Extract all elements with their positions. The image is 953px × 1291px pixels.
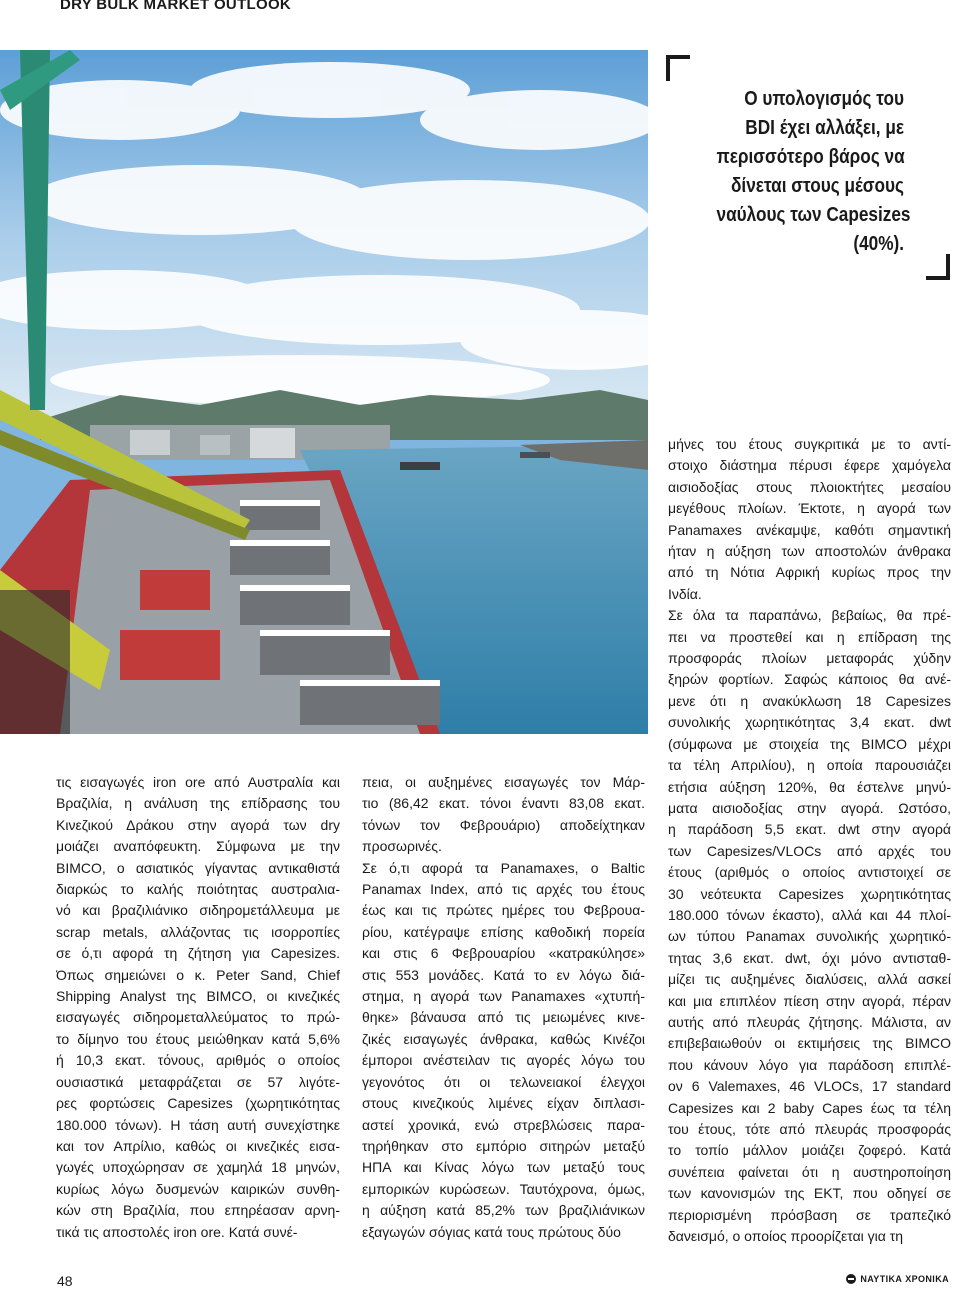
text-line: ξηρών φορτίων. Σαφώς κάποιος θα ανέ-	[668, 671, 951, 688]
text-line: τιο (86,42 εκατ. τόνοι έναντι 83,08 εκατ.	[362, 795, 645, 812]
text-line: ουσιαστικά μεταφράζεται σε 57 λιγότε-	[56, 1073, 340, 1090]
text-line: αισιοδοξίας στους πλοιοκτήτες μεσαίου	[668, 478, 951, 495]
text-line: τηρήθηκαν στο εμπόριο σιτηρών μεταξύ	[362, 1137, 645, 1154]
text-line: περιορισμένη πρόσβαση σε τραπεζικό	[668, 1206, 951, 1223]
text-line: εμπορικών κυρώσεων. Ταυτόχρονα, όμως,	[362, 1180, 645, 1197]
text-line: τητας 3,6 εκατ. dwt, όχι μόνο αντισταθ-	[668, 949, 951, 966]
text-line: Shipping Analyst της BIMCO, οι κινεζικές	[56, 988, 340, 1005]
text-line: έμποροι ανέστειλαν τις αγορές λόγω του	[362, 1052, 645, 1069]
text-line: σε ό,τι αφορά τη ζήτηση για Capesizes.	[56, 945, 340, 962]
text-line: το δίμηνο του έτους μειώθηκαν κατά 5,6%	[56, 1030, 340, 1047]
text-line: και τον Απρίλιο, καθώς οι κινεζικές εισα-	[56, 1137, 340, 1154]
text-line: εξαγωγών σόγιας κατά τους πρώτους δύο	[362, 1223, 621, 1240]
text-line: Ινδία.	[668, 585, 702, 602]
article-column-right	[668, 434, 951, 1247]
text-line: Panamax Index, από τις αρχές του έτους	[362, 881, 645, 898]
text-line: μήνες του έτους συγκριτικά με το αντί-	[668, 436, 951, 452]
text-line: προσωρινές.	[362, 838, 442, 855]
text-line: (σύμφωνα με στοιχεία της BIMCO μέχρι	[668, 735, 951, 752]
text-line: δανεισμό, ο οποίος προορίζεται για τη	[668, 1228, 904, 1245]
text-line: μοιάζει αναπόφευκτη. Σύμφωνα με την	[56, 838, 340, 855]
publication-name: ΝΑΥΤΙΚΑ ΧΡΟΝΙΚΑ	[860, 1274, 949, 1284]
ship-port-photo	[0, 50, 648, 734]
text-line: Σε ό,τι αφορά τα Panamaxes, ο Baltic	[362, 859, 645, 876]
pullquote-corner-top-left	[666, 55, 690, 81]
text-line: επιβεβαιωθούν οι εκτιμήσεις της BIMCO	[668, 1035, 951, 1052]
text-line: 180.000 τόνων). Η τάση αυτή συνεχίστηκε	[56, 1116, 340, 1133]
pullquote	[666, 55, 953, 280]
section-header: DRY BULK MARKET OUTLOOK	[60, 0, 292, 13]
text-line: η αύξηση κατά 85,2% των βραζιλιάνικων	[362, 1202, 645, 1219]
text-line: Panamaxes ανέκαμψε, καθότι σημαντική	[668, 521, 951, 538]
text-line: ετήσια αύξηση 120%, θα έστελνε μηνύ-	[668, 778, 951, 795]
text-line: μίζει τις αυξημένες διαλύσεις, αλλά ασκεί	[668, 971, 951, 988]
text-line: από τη Νότια Αφρική κυρίως προς την	[668, 564, 951, 581]
text-line: 180.000 τόνων έκαστο), αλλά και 44 πλοί-	[668, 906, 951, 923]
text-line: τα τέλη Απριλίου), η οποία παρουσιάζει	[668, 757, 951, 774]
text-line: πεια, οι αυξημένες εισαγωγές τον Μάρ-	[362, 774, 645, 790]
text-line: προσφοράς πλοίων μεταφοράς χύδην	[668, 650, 951, 667]
text-line: το τοπίο μάλλον μοιάζει ζοφερό. Κατά	[668, 1142, 951, 1159]
text-line: και στις 6 Φεβρουαρίου «κατρακύλησε»	[362, 945, 645, 962]
text-line: και μια επιπλέον πίεση στην αγορά, πέραν	[668, 992, 951, 1009]
text-line: τις εισαγωγές iron ore από Αυστραλία και	[56, 774, 340, 790]
text-line: ρίου, κατέγραψε επίσης καθοδική πορεία	[362, 923, 645, 940]
pullquote-line: (40%).	[853, 233, 904, 255]
text-line: στις 553 μονάδες. Κατά το εν λόγω διά-	[362, 966, 645, 983]
text-line: ων τύπου Panamax συνολικής χωρητικό-	[668, 928, 951, 945]
page-number: 48	[57, 1273, 73, 1289]
text-line: ήταν η αύξηση των αποστολών άνθρακα	[668, 543, 951, 560]
pullquote-corner-bottom-right	[926, 254, 950, 280]
text-line: εισαγωγές σιδηρομεταλλεύματος το πρώ-	[56, 1009, 340, 1026]
text-line: των κανονισμών της ΕΚΤ, που οδηγεί σε	[668, 1185, 951, 1202]
text-line: των Capesizes/VLOCs από αρχές του	[668, 842, 951, 859]
text-line: αστεί χρονικά, ενώ στρεβλώσεις παρα-	[362, 1116, 645, 1133]
text-line: ματα αισιοδοξίας στην αγορά. Ωστόσο,	[668, 799, 951, 816]
text-line: η παράδοση 5,5 εκατ. dwt στην αγορά	[668, 821, 951, 838]
text-line: ΗΠΑ και Κίνας λόγω των μεταξύ τους	[362, 1159, 645, 1176]
text-line: Σε όλα τα παραπάνω, βεβαίως, θα πρέ-	[668, 607, 951, 624]
text-line: τόνων τον Φεβρουάριο) αποδείχτηκαν	[362, 816, 645, 833]
publication-footer	[846, 1274, 949, 1284]
text-line: συνέπεια φαίνεται ότι η αυστηροποίηση	[668, 1163, 951, 1180]
text-line: που κάνουν λόγο για παράδοση επιπλέ-	[668, 1056, 951, 1073]
text-line: διαρκώς το καλής ποιότητας αυστραλια-	[56, 881, 340, 898]
text-line: στημα, η αγορά των Panamaxes «χτυπή-	[362, 988, 645, 1005]
text-line: Κινεζικού Δράκου στην αγορά των dry	[56, 816, 340, 833]
text-line: κυρίως λόγω δυσμενών καιρικών συνθη-	[56, 1180, 340, 1197]
text-line: ρες φορτώσεις Capesizes (χωρητικότητας	[56, 1095, 340, 1112]
text-line: ζικές εισαγωγές άνθρακα, καθώς Κινέζοι	[362, 1030, 645, 1047]
text-line: τικά τις αποστολές iron ore. Κατά συνέ-	[56, 1223, 298, 1240]
text-line: ον 6 Valemaxes, 46 VLOCs, 17 standard	[668, 1078, 951, 1095]
text-line: Όπως σημειώνει ο κ. Peter Sand, Chief	[56, 966, 340, 983]
text-line: πει να προστεθεί και η επίδραση της	[668, 628, 951, 645]
text-line: έως και τις πρώτες ημέρες του Φεβρουα-	[362, 902, 645, 919]
text-line: γεγονότος ότι οι τελωνειακοί έλεγχοι	[362, 1073, 645, 1090]
text-line: Βραζιλία, η ανάλυση της επίδρασης του	[56, 795, 340, 812]
text-line: θηκε» βάναυσα από τις μειωμένες κινε-	[362, 1009, 645, 1026]
text-line: συνολικής χωρητικότητας 3,4 εκατ. dwt	[668, 714, 951, 731]
article-column-left	[56, 772, 340, 1243]
text-line: κών στη Βραζιλία, που επηρέασαν αρνη-	[56, 1202, 340, 1219]
text-line: νό και βραζιλιάνικο σιδηρομετάλλευμα με	[56, 902, 340, 919]
text-line: ή 10,3 εκατ. τόνους, αριθμός ο οποίος	[56, 1052, 340, 1069]
article-column-middle	[362, 772, 645, 1243]
text-line: στους κινεζικούς λιμένες είχαν διπλασι-	[362, 1095, 645, 1112]
text-line: μεγέθους πλοίων. Έκτοτε, η αγορά των	[668, 500, 951, 517]
pullquote-line: Ο υπολογισμός του	[744, 88, 904, 110]
pullquote-text	[716, 85, 911, 259]
publication-logo-icon	[846, 1274, 856, 1284]
text-line: BIMCO, ο ασιατικός γίγαντας αντικαθιστά	[56, 859, 340, 876]
text-line: έτους (αριθμός ο οποίος αντιστοιχεί σε	[668, 864, 951, 881]
text-line: 30 νεότευκτα Capesizes χωρητικότητας	[668, 885, 951, 902]
text-line: γωγές υποχώρησαν σε χαμηλά 18 μηνών,	[56, 1159, 340, 1176]
text-line: μενε ότι η ανακύκλωση 18 Capesizes	[668, 692, 951, 709]
pullquote-line: περισσότερο βάρος να	[716, 146, 905, 168]
text-line: Capesizes και 2 baby Capes έως τα τέλη	[668, 1099, 951, 1116]
pullquote-line: δίνεται στους μέσους	[731, 175, 904, 197]
pullquote-line: ναύλους των Capesizes	[716, 204, 911, 226]
text-line: scrap metals, αλλάζοντας τις ισορροπίες	[56, 923, 340, 940]
text-line: του έτους, τότε από πλευράς προσφοράς	[668, 1121, 951, 1137]
pullquote-line: BDI έχει αλλάξει, με	[745, 117, 904, 139]
text-line: αυτής από πλευράς ζήτησης. Μάλιστα, αν	[668, 1013, 951, 1030]
text-line: στοιχο διάστημα πέρυσι έφερε χαμόγελα	[668, 457, 951, 474]
